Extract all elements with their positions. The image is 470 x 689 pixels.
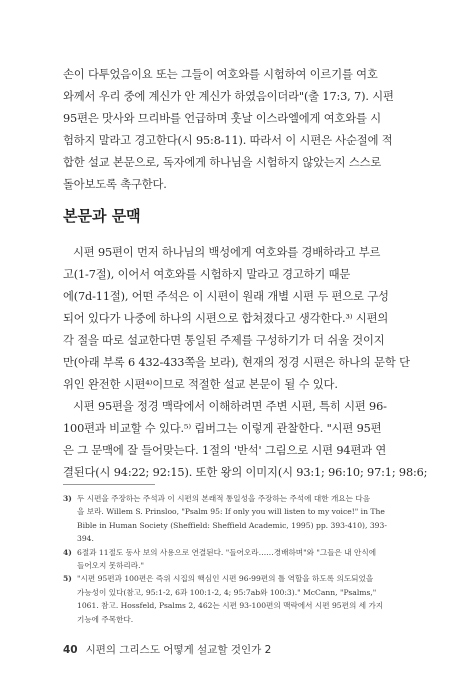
footnote-number: 4) <box>63 547 72 557</box>
text-line: 에(7d-11절), 어떤 주석은 이 시편이 원래 개별 시편 두 편으로 구성 <box>63 290 389 303</box>
footnote <box>63 492 387 546</box>
text-line: 되어 있다가 나중에 하나의 시편으로 합쳐졌다고 생각한다.³⁾ 시편의 <box>63 312 389 325</box>
text-line: 각 절을 따로 설교한다면 통일된 주제를 구성하기가 더 쉬울 것이지 <box>63 334 385 347</box>
footnote-number: 3) <box>63 494 72 503</box>
footnote-line: 1061. 참고. Hossfeld, Psalms 2, 462는 시편 93-100편의 맥락에서 시편 95편의 세 가지 <box>77 601 384 611</box>
text-line: 험하지 말라고 경고한다(시 95:8-11). 따라서 이 시편은 사순절에 적 <box>63 134 393 147</box>
footnote-divider <box>63 484 155 485</box>
text-line: 시편 95편이 먼저 하나님의 백성에게 여호와를 경배하라고 부르 <box>73 246 381 259</box>
footnote <box>63 546 383 573</box>
paragraph-continued <box>63 64 394 196</box>
text-line: 합한 설교 본문으로, 독자에게 하나님을 시험하지 않았는지 스스로 <box>63 156 382 169</box>
section-heading: 본문과 문맥 <box>63 207 141 225</box>
footnote-line: "시편 95편과 100편은 즉위 시집의 핵심인 시편 96-99편의 틀 역할을 하도록 의도되었을 <box>77 574 374 584</box>
text-line: 만(아래 부록 6 432-433쪽을 보라), 현재의 정경 시편은 하나의 문학 단 <box>63 356 410 369</box>
footnote-line: 394. <box>77 534 94 544</box>
footnotes <box>63 492 387 626</box>
text-line: 와께서 우리 중에 계신가 안 계신가 하였음이더라"(출 17:3, 7). 시편 <box>63 90 394 103</box>
text-line: 손이 다투었음이요 또는 그들이 여호와를 시험하여 이르기를 여호 <box>63 68 378 81</box>
footnote-line: 6절과 11절도 동사 보의 사용으로 연결된다. "들어오라……경배하며"와 "그들은 내 안식에 <box>77 547 377 557</box>
main-body <box>63 242 428 484</box>
footnote-line: 기능에 주목한다. <box>77 614 134 624</box>
footnote-line: Bible in Human Society (Sheffield: Sheffield Academic, 1995) pp. 393-410), 393- <box>77 520 387 530</box>
footnote-line: 을 보라. Willem S. Prinsloo, "Psalm 95: If only you will listen to my voice!" in The <box>77 507 385 517</box>
text-line: 100편과 비교할 수 있다.⁵⁾ 림버그는 이렇게 관찰한다. "시편 95편 <box>63 422 382 435</box>
running-title: 시편의 그리스도 어떻게 설교할 것인가 2 <box>85 644 272 656</box>
text-line: 고(1-7절), 이어서 여호와를 시험하지 말라고 경고하기 때문 <box>63 268 351 281</box>
text-line: 95편은 맛사와 므리바를 언급하며 훗날 이스라엘에게 여호와를 시 <box>63 112 381 125</box>
page-footer <box>63 642 271 657</box>
footnote <box>63 572 383 626</box>
text-line: 돌아보도록 촉구한다. <box>63 178 167 191</box>
text-line: 위인 완전한 시편⁴⁾이므로 적절한 설교 본문이 될 수 있다. <box>63 378 338 391</box>
footnote-line: 들어오지 못하리라." <box>77 561 145 571</box>
page-number: 40 <box>63 644 78 656</box>
text-line: 시편 95편을 정경 맥락에서 이해하려면 주변 시편, 특히 시편 96- <box>73 400 387 413</box>
footnote-number: 5) <box>63 574 72 584</box>
footnote-line: 가능성이 있다(참고, 95:1-2, 6과 100:1-2, 4; 95:7ab와 100:3)." McCann, "Psalms," <box>77 587 377 597</box>
text-line: 은 그 문맥에 잘 들어맞는다. 1절의 '반석' 그림으로 시편 94편과 연 <box>63 444 387 457</box>
text-line: 결된다(시 94:22; 92:15). 또한 왕의 이미지(시 93:1; 96:10; 97:1; 98:6; <box>63 466 428 479</box>
footnote-line: 두 시편을 주장하는 주석과 이 시편의 본래적 통일성을 주장하는 주석에 대한 개요는 다음 <box>77 494 371 503</box>
